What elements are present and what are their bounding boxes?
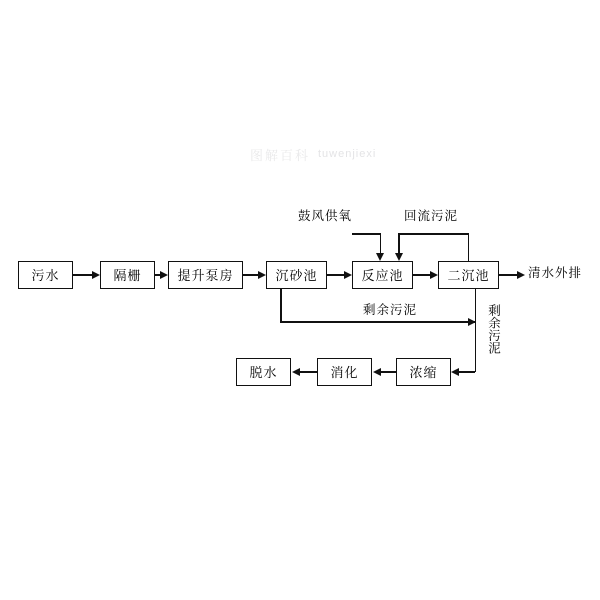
label-return-sludge: 回流污泥 xyxy=(404,209,459,223)
node-thicken-label: 浓缩 xyxy=(409,364,438,380)
connector-blower-vertical xyxy=(380,233,382,253)
connector-blower-horizontal xyxy=(352,233,381,235)
arrowhead-digest-dewater xyxy=(292,368,300,376)
connector-wastewater-grille xyxy=(73,274,92,276)
node-thicken xyxy=(396,358,451,386)
node-dewater-label: 脱水 xyxy=(249,364,278,380)
node-dewater xyxy=(236,358,291,386)
node-secondary-tank-label: 二沉池 xyxy=(447,267,490,283)
node-grit-tank-label: 沉砂池 xyxy=(275,267,318,283)
connector-excess-down xyxy=(475,321,477,372)
node-secondary-tank xyxy=(438,261,499,289)
arrowhead-grille-pump xyxy=(160,271,168,279)
connector-return-horizontal xyxy=(398,233,469,235)
connector-reaction-secondary xyxy=(413,274,430,276)
connector-pump-grit xyxy=(243,274,258,276)
connector-grit-reaction xyxy=(327,274,344,276)
watermark-subtext: tuwenjiexi xyxy=(318,148,377,160)
connector-return-up xyxy=(468,233,470,261)
arrowhead-reaction-secondary xyxy=(430,271,438,279)
label-excess-sludge-vertical: 剩余污泥 xyxy=(486,304,501,354)
label-clear-water-out: 清水外排 xyxy=(528,266,583,280)
arrowhead-excess-thicken xyxy=(451,368,459,376)
arrowhead-return-reaction xyxy=(395,253,403,261)
connector-return-down xyxy=(398,233,400,253)
node-wastewater-label: 污水 xyxy=(31,267,60,283)
arrowhead-secondary-outflow xyxy=(517,271,525,279)
node-grille xyxy=(100,261,155,289)
arrowhead-grit-reaction xyxy=(344,271,352,279)
connector-excess-from-grit xyxy=(280,289,282,322)
label-blower-oxygen: 鼓风供氧 xyxy=(298,209,353,223)
node-grille-label: 隔栅 xyxy=(113,267,142,283)
connector-digest-dewater xyxy=(300,371,317,373)
arrowhead-thicken-digest xyxy=(373,368,381,376)
node-pump-room-label: 提升泵房 xyxy=(177,267,234,283)
connector-excess-horizontal xyxy=(280,321,476,323)
node-digest xyxy=(317,358,372,386)
watermark-text: 图解百科 xyxy=(250,148,311,163)
node-grit-tank xyxy=(266,261,327,289)
node-reaction-tank xyxy=(352,261,413,289)
node-pump-room xyxy=(168,261,243,289)
node-reaction-tank-label: 反应池 xyxy=(361,267,404,283)
node-digest-label: 消化 xyxy=(330,364,359,380)
connector-secondary-outflow xyxy=(499,274,517,276)
arrowhead-blower-reaction xyxy=(376,253,384,261)
arrowhead-pump-grit xyxy=(258,271,266,279)
label-excess-sludge: 剩余污泥 xyxy=(363,303,418,317)
arrowhead-wastewater-grille xyxy=(92,271,100,279)
node-wastewater xyxy=(18,261,73,289)
connector-thicken-digest xyxy=(381,371,396,373)
